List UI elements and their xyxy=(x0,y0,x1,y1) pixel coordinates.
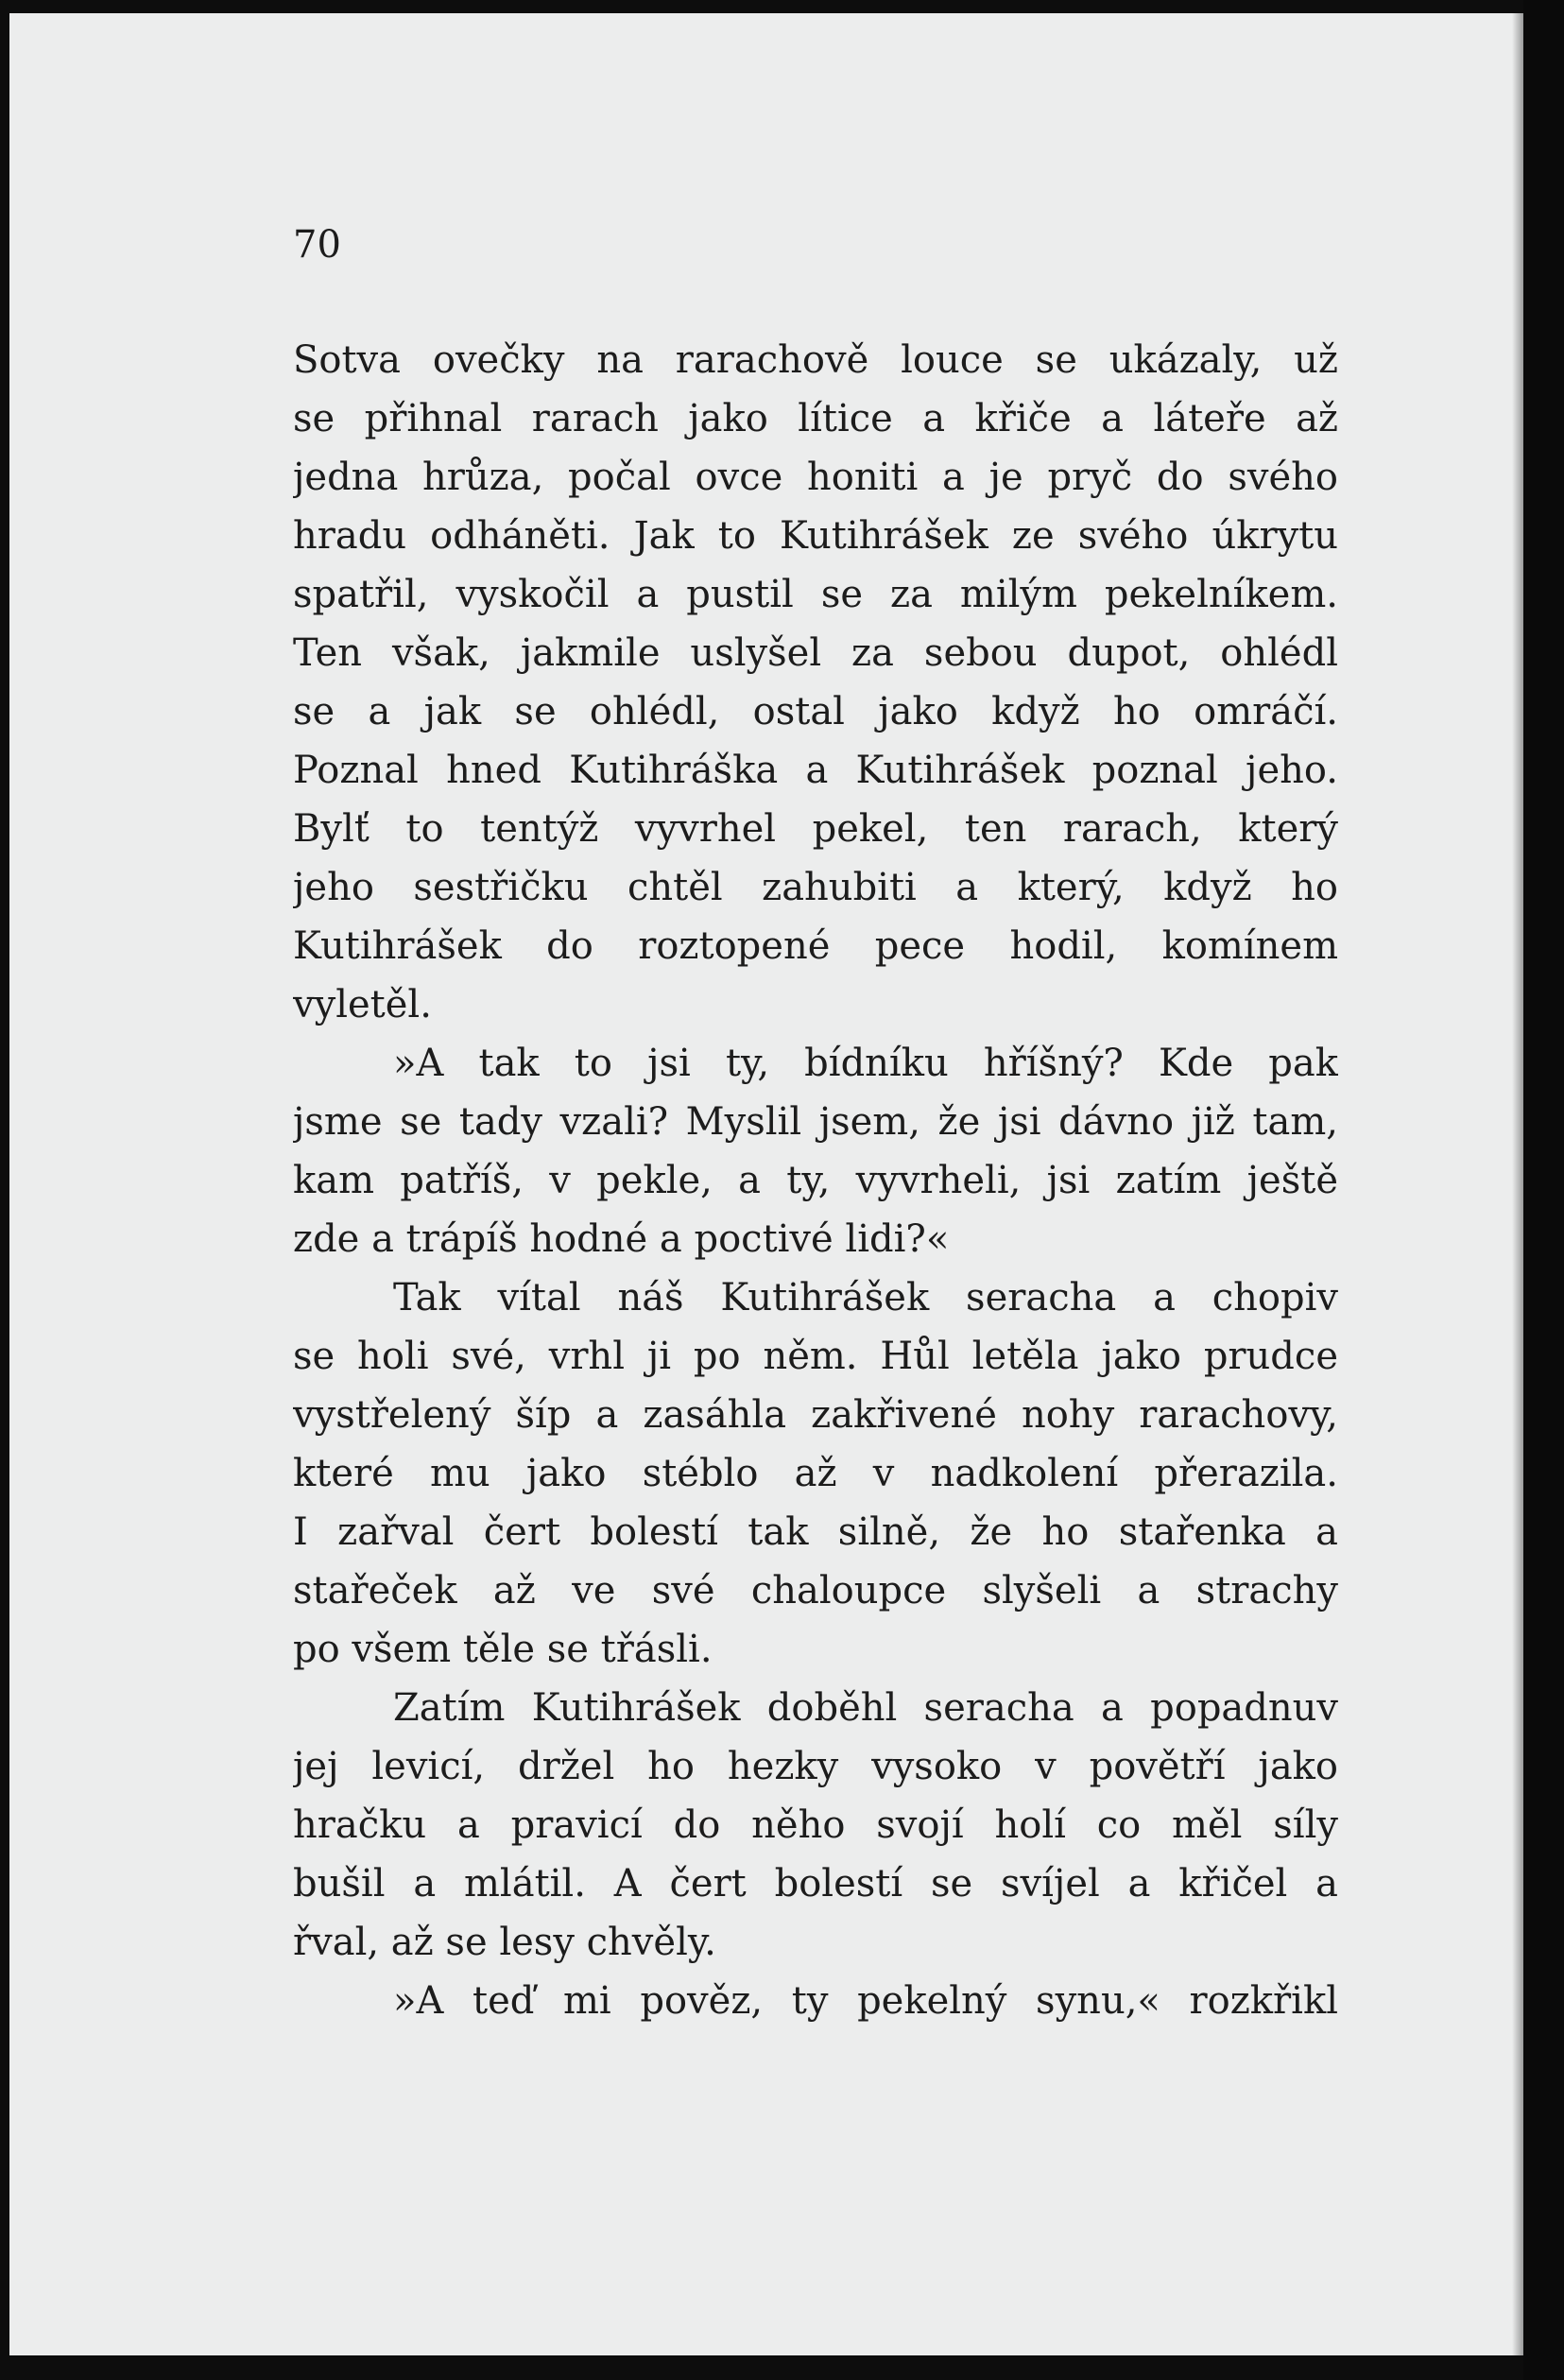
text-line: bušil a mlátil. A čert bolestí se svíjel a křičel a xyxy=(293,1862,1338,1906)
text-line: se přihnal rarach jako lítice a křiče a láteře až xyxy=(293,397,1338,440)
text-line: Bylť to tentýž vyvrhel pekel, ten rarach, který xyxy=(293,807,1338,851)
text-line: se holi své, vrhl ji po něm. Hůl letěla jako prudce xyxy=(293,1335,1338,1378)
text-line: jsme se tady vzali? Myslil jsem, že jsi dávno již tam, xyxy=(293,1100,1338,1144)
text-line: vyletěl. xyxy=(293,983,432,1026)
text-line: »A teď mi pověz, ty pekelný synu,« rozkřikl xyxy=(393,1979,1338,2023)
text-line: Tak vítal náš Kutihrášek seracha a chopiv xyxy=(393,1276,1338,1319)
scan-border-left xyxy=(0,0,9,2380)
text-line: které mu jako stéblo až v nadkolení přerazila. xyxy=(293,1452,1338,1495)
text-line: hradu odháněti. Jak to Kutihrášek ze svého úkrytu xyxy=(293,514,1338,558)
text-line: hračku a pravicí do něho svojí holí co měl síly xyxy=(293,1803,1338,1847)
text-line: »A tak to jsi ty, bídníku hříšný? Kde pak xyxy=(393,1042,1338,1085)
scan-border-right xyxy=(1523,0,1564,2380)
text-line: se a jak se ohlédl, ostal jako když ho omráčí. xyxy=(293,690,1338,733)
text-line: Poznal hned Kutihráška a Kutihrášek poznal jeho. xyxy=(293,749,1338,792)
text-line: Zatím Kutihrášek doběhl seracha a popadnuv xyxy=(393,1686,1338,1730)
text-line: po všem těle se třásli. xyxy=(293,1628,713,1671)
page-edge-shadow xyxy=(1512,13,1523,2355)
scan-border-bottom xyxy=(0,2355,1564,2380)
text-line: Sotva ovečky na rarachově louce se ukázaly, už xyxy=(293,338,1338,382)
text-line: jej levicí, držel ho hezky vysoko v povětří jako xyxy=(293,1745,1338,1788)
text-line: zde a trápíš hodné a poctivé lidi?« xyxy=(293,1217,950,1261)
body-text xyxy=(293,331,1338,2030)
text-line: Ten však, jakmile uslyšel za sebou dupot, ohlédl xyxy=(293,631,1338,675)
text-line: jeho sestřičku chtěl zahubiti a který, když ho xyxy=(293,866,1338,909)
text-line: jedna hrůza, počal ovce honiti a je pryč do svého xyxy=(293,456,1338,499)
text-line: spatřil, vyskočil a pustil se za milým pekelníkem. xyxy=(293,573,1338,616)
text-line: I zařval čert bolestí tak silně, že ho stařenka a xyxy=(293,1510,1338,1554)
page-number: 70 xyxy=(293,223,341,267)
text-line: Kutihrášek do roztopené pece hodil, komínem xyxy=(293,924,1338,968)
text-line: řval, až se lesy chvěly. xyxy=(293,1921,716,1964)
text-line: stařeček až ve své chaloupce slyšeli a strachy xyxy=(293,1569,1338,1613)
text-line: kam patříš, v pekle, a ty, vyvrheli, jsi zatím ještě xyxy=(293,1159,1338,1202)
scan-border-top xyxy=(0,0,1564,13)
text-line: vystřelený šíp a zasáhla zakřivené nohy rarachovy, xyxy=(293,1393,1338,1437)
